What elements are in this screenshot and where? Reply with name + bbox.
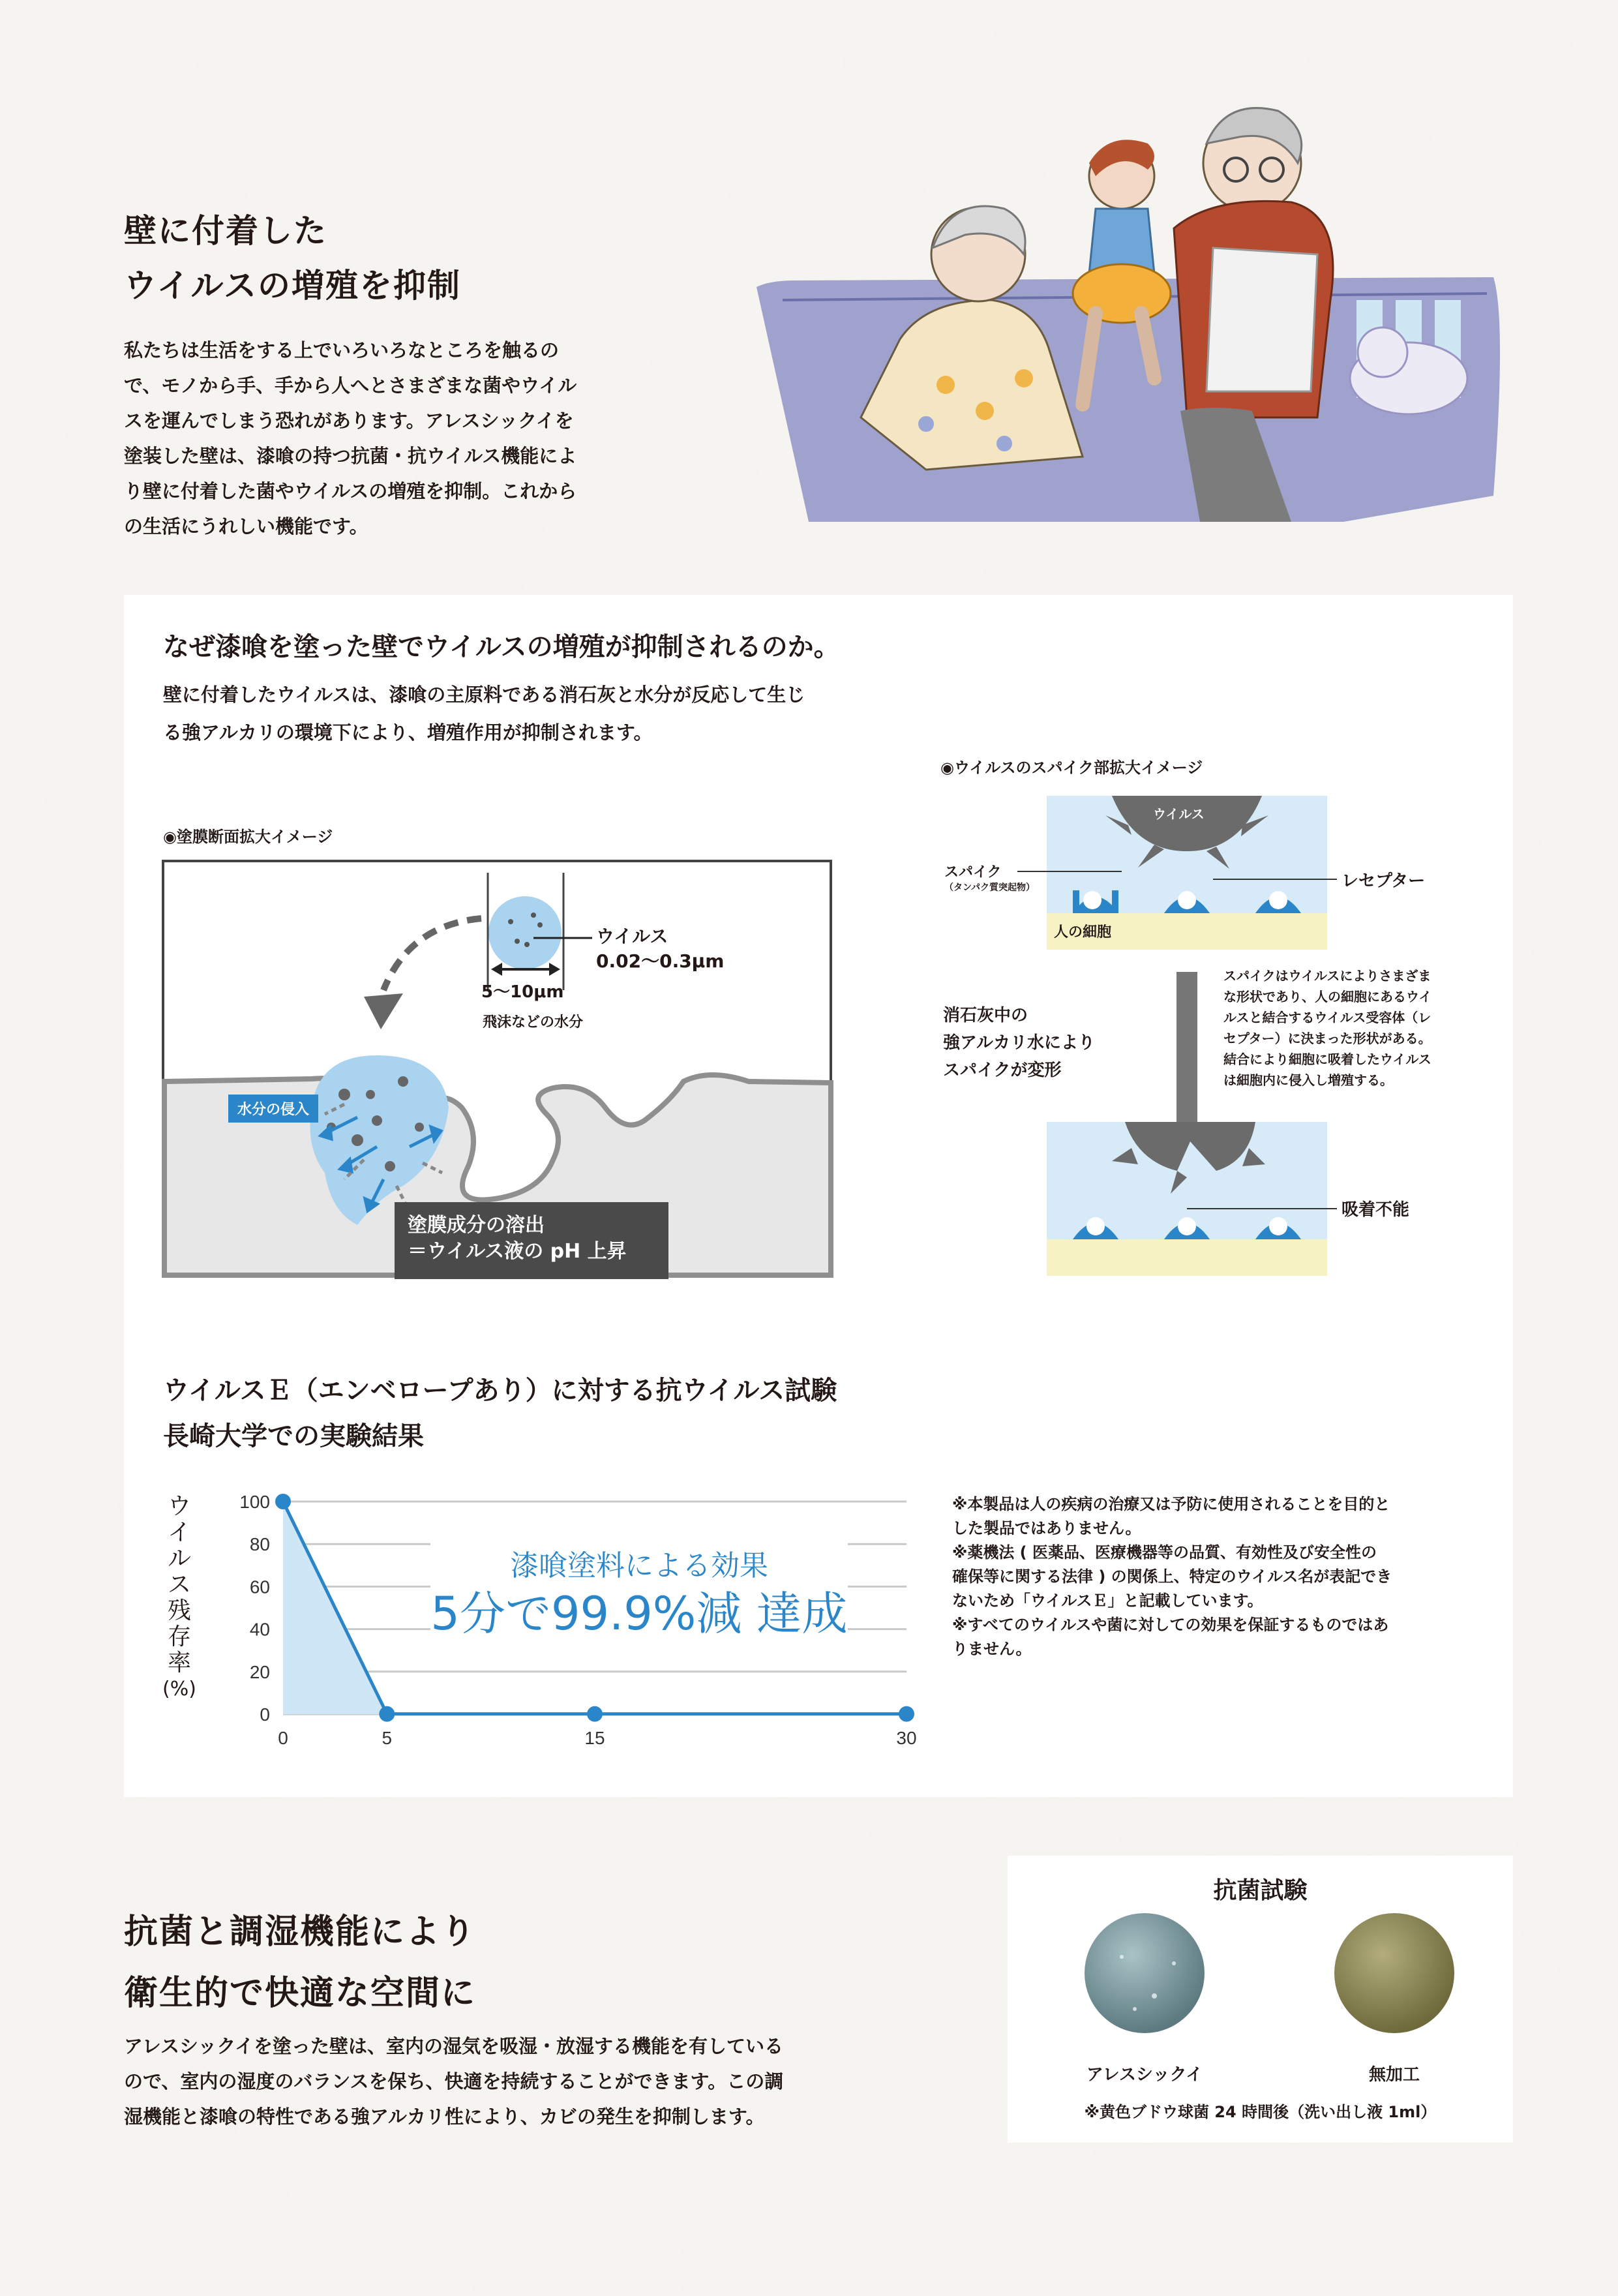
antibacterial-note: ※黄色ブドウ球菌 24 時間後（洗い出し液 1ml） <box>1084 2103 1437 2121</box>
y-tick-label: 20 <box>249 1661 270 1682</box>
y-tick-label: 0 <box>260 1704 270 1725</box>
humidity-body <box>124 2029 783 2134</box>
note-line: ※薬機法 ( 医薬品、医療機器等の品質、有効性及び安全性の <box>952 1543 1377 1562</box>
y-tick-label: 60 <box>249 1577 270 1597</box>
droplet-label: 飛沫などの水分 <box>483 1014 584 1031</box>
dissolve-line1: 塗膜成分の溶出 <box>408 1214 545 1237</box>
y-axis-char: 残 <box>167 1597 191 1624</box>
humidity-body-line: 湿機能と漆喰の特性である強アルカリ性により、カビの発生を抑制します。 <box>124 2106 765 2128</box>
mechanism-body <box>163 676 805 751</box>
note-line: ないため「ウイルスＥ」と記載しています。 <box>952 1592 1263 1610</box>
dish-untreated <box>1334 1913 1454 2033</box>
cell-label: 人の細胞 <box>1054 924 1112 941</box>
y-tick-label: 80 <box>249 1534 270 1555</box>
x-tick-label: 15 <box>584 1728 605 1748</box>
mechanism-body-line: 壁に付着したウイルスは、漆喰の主原料である消石灰と水分が反応して生じ <box>163 684 805 706</box>
hero-title-line1: 壁に付着した <box>124 212 327 250</box>
hero-body-line: の生活にうれしい機能です。 <box>124 515 368 537</box>
alkali-text <box>943 1002 1095 1084</box>
effect-line1: 漆喰塗料による効果 <box>510 1549 768 1582</box>
receptor-label: レセプター <box>1341 871 1426 891</box>
dish-treated <box>1085 1913 1205 2033</box>
explain-line: スパイクはウイルスによりさまざま <box>1223 968 1431 984</box>
humidity-body-line: ので、室内の湿度のバランスを保ち、快適を持続することができます。この調 <box>124 2070 784 2092</box>
y-axis-label <box>160 1494 199 1702</box>
dish-untreated-label: 無加工 <box>1368 2065 1420 2085</box>
cross-section-heading: ◉塗膜断面拡大イメージ <box>163 828 333 846</box>
virus-label: ウイルス <box>596 926 668 947</box>
alkali-line: 強アルカリ水により <box>943 1033 1095 1053</box>
test-notes <box>952 1492 1392 1661</box>
note-line: した製品ではありません。 <box>952 1519 1141 1537</box>
hero-body <box>124 333 711 544</box>
family-illustration <box>757 104 1513 548</box>
data-point <box>587 1706 603 1722</box>
data-point <box>379 1706 395 1722</box>
explain-line: ルスと結合するウイルス受容体（レ <box>1223 1010 1431 1025</box>
humidity-title-line1: 抗菌と調湿機能により <box>124 1912 477 1952</box>
chart-x-ticks <box>278 1728 916 1748</box>
data-point <box>275 1494 291 1509</box>
hero-body-line: り壁に付着した菌やウイルスの増殖を抑制。これから <box>124 480 577 502</box>
alkali-line: 消石灰中の <box>943 1006 1028 1025</box>
petri-dishes <box>1083 1911 1474 2035</box>
y-tick-label: 100 <box>239 1492 270 1512</box>
note-line: ※すべてのウイルスや菌に対しての効果を保証するものではあ <box>952 1616 1389 1634</box>
dish-treated-label: アレスシックイ <box>1086 2065 1203 2085</box>
x-tick-label: 30 <box>896 1728 917 1748</box>
effect-line2: 5分で99.9%減 達成 <box>430 1587 848 1640</box>
no-adsorb-label: 吸着不能 <box>1341 1200 1410 1220</box>
hero-title-line2: ウイルスの増殖を抑制 <box>124 267 461 305</box>
note-line: りません。 <box>952 1640 1032 1658</box>
hero-body-line: 塗装した壁は、漆喰の持つ抗菌・抗ウイルス機能によ <box>124 445 577 467</box>
hero-body-line: 私たちは生活をする上でいろいろなところを触るの <box>124 339 560 361</box>
explain-line: セプター）に決まった形状がある。 <box>1223 1031 1431 1046</box>
x-tick-label: 0 <box>278 1728 288 1748</box>
humidity-title <box>124 1901 476 2024</box>
droplet-size: 5〜10μm <box>481 982 564 1002</box>
water-intrusion-tag: 水分の侵入 <box>228 1095 318 1123</box>
humidity-body-line: アレスシックイを塗った壁は、室内の湿気を吸湿・放湿する機能を有している <box>124 2035 783 2057</box>
y-axis-char: 存 <box>167 1624 191 1650</box>
note-line: 確保等に関する法律 ) の関係上、特定のウイルス名が表記でき <box>952 1567 1392 1586</box>
mechanism-title: なぜ漆喰を塗った壁でウイルスの増殖が抑制されるのか。 <box>163 632 840 662</box>
y-tick-label: 40 <box>249 1619 270 1640</box>
y-axis-char: ル <box>167 1545 191 1572</box>
x-tick-label: 5 <box>382 1728 393 1748</box>
data-point <box>899 1706 914 1722</box>
y-axis-char: ス <box>167 1571 191 1598</box>
humidity-title-line2: 衛生的で快適な空間に <box>124 1974 477 2013</box>
spike-label: スパイク <box>944 864 1002 881</box>
no-adsorb-leader <box>1187 1207 1337 1211</box>
spike-virus-tag: ウイルス <box>1153 806 1205 822</box>
spike-heading: ◉ウイルスのスパイク部拡大イメージ <box>940 759 1203 777</box>
y-axis-char: ウ <box>167 1493 191 1520</box>
note-line: ※本製品は人の疾病の治療又は予防に使用されることを目的と <box>952 1495 1390 1513</box>
explain-line: な形状であり、人の細胞にあるウイ <box>1223 989 1432 1004</box>
alkali-line: スパイクが変形 <box>943 1061 1062 1080</box>
y-axis-char: イ <box>167 1519 191 1546</box>
test-title: ウイルスＥ（エンベロープあり）に対する抗ウイルス試験 <box>163 1376 837 1406</box>
spike-sub: （タンパク質突起物） <box>944 883 1036 893</box>
hero-body-line: スを運んでしまう恐れがあります。アレスシックイを <box>124 410 574 432</box>
antibacterial-title: 抗菌試験 <box>1213 1877 1308 1904</box>
hero-body-line: で、モノから手、手から人へとさまざまな菌やウイル <box>124 374 577 397</box>
y-axis-char: 率 <box>167 1650 191 1676</box>
spike-explain <box>1223 965 1431 1091</box>
dissolve-line2: ＝ウイルス液の pH 上昇 <box>408 1240 627 1263</box>
chart-y-ticks <box>239 1492 270 1725</box>
mechanism-body-line: る強アルカリの環境下により、増殖作用が抑制されます。 <box>163 721 653 744</box>
test-subtitle: 長崎大学での実験結果 <box>163 1421 424 1451</box>
virus-size: 0.02〜0.3μm <box>596 950 725 972</box>
explain-line: 結合により細胞に吸着したウイルス <box>1223 1051 1431 1067</box>
explain-line: は細胞内に侵入し増殖する。 <box>1223 1072 1393 1088</box>
dissolve-box <box>395 1202 668 1279</box>
hero-title <box>124 204 461 313</box>
y-axis-unit: (%) <box>162 1678 196 1700</box>
